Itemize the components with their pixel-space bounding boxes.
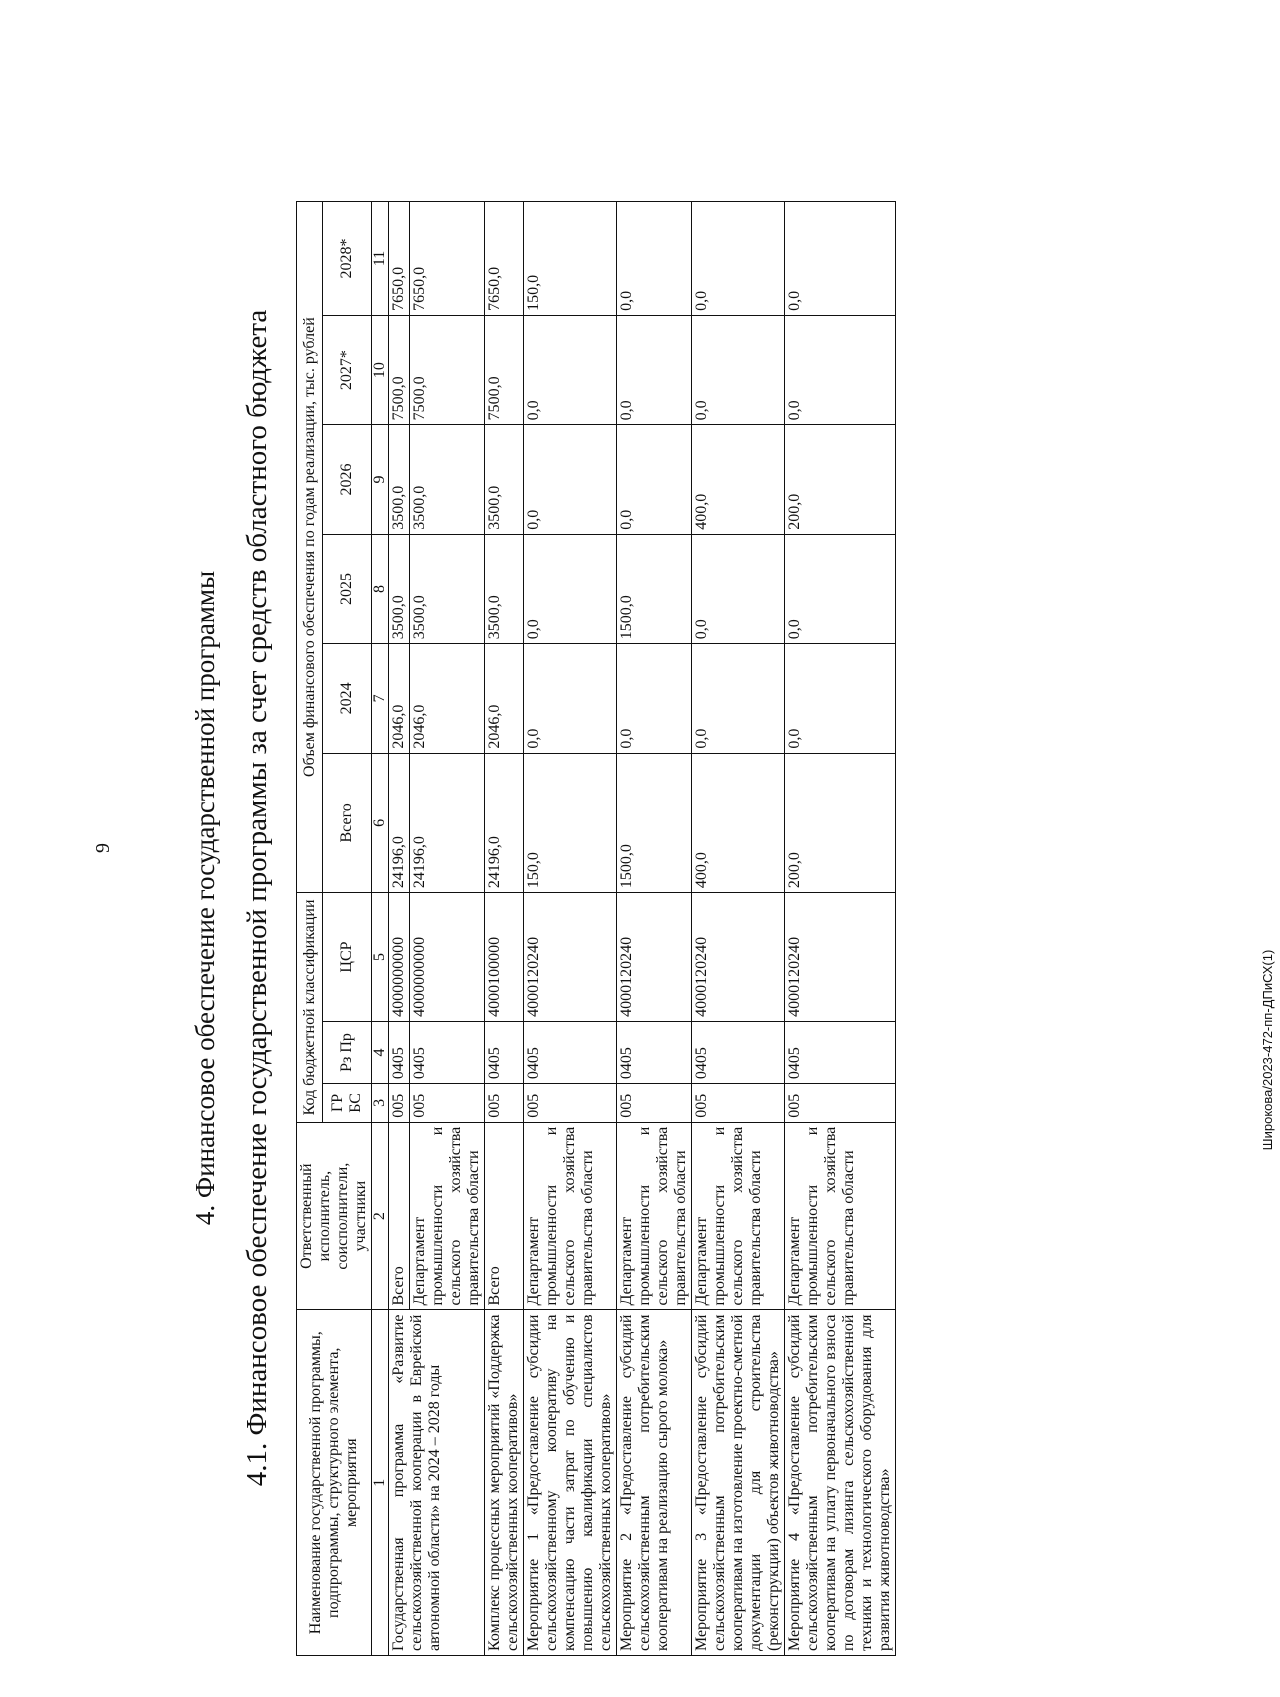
financing-table-wrapper (296, 201, 896, 1656)
table-row (617, 202, 692, 1656)
y2025-cell: 0,0 (785, 534, 896, 643)
csr-cell: 4000100000 (485, 893, 524, 1022)
header-2025: 2025 (323, 534, 372, 643)
total-cell: 150,0 (524, 753, 617, 892)
index-cell: 10 (372, 315, 389, 424)
rzpr-cell: 0405 (485, 1021, 524, 1083)
subsection-heading: 4.1. Финансовое обеспечение государственной программы за счет средств областного бюджета (241, 309, 273, 1487)
name-cell: Комплекс процессных мероприятий «Поддержка сельскохозяйственных кооперативов» (485, 1310, 524, 1656)
y2027-cell: 0,0 (617, 315, 692, 424)
y2025-cell: 0,0 (692, 534, 785, 643)
y2026-cell: 0,0 (617, 425, 692, 534)
y2028-cell: 0,0 (692, 202, 785, 316)
y2026-cell: 0,0 (524, 425, 617, 534)
index-cell: 11 (372, 202, 389, 316)
y2028-cell: 150,0 (524, 202, 617, 316)
rzpr-cell: 0405 (410, 1021, 485, 1083)
rzpr-cell: 0405 (617, 1021, 692, 1083)
section-heading: 4. Финансовое обеспечение государственной программы (190, 570, 220, 1226)
y2024-cell: 0,0 (524, 644, 617, 753)
total-cell: 400,0 (692, 753, 785, 892)
header-executor: Ответственный исполнитель, соисполнители, участники (297, 1122, 372, 1310)
executor-cell: Всего (485, 1122, 524, 1310)
y2027-cell: 0,0 (785, 315, 896, 424)
csr-cell: 4000120240 (524, 893, 617, 1022)
total-cell: 24196,0 (389, 753, 410, 892)
grbs-cell: 005 (692, 1084, 785, 1123)
name-cell: Мероприятие 2 «Предоставление субсидий сельскохозяйственным потребительским кооперативам на реализацию сырого молока» (617, 1310, 692, 1656)
y2024-cell: 2046,0 (410, 644, 485, 753)
index-cell: 1 (372, 1310, 389, 1656)
header-2026: 2026 (323, 425, 372, 534)
header-budget-code: Код бюджетной классификации (297, 893, 323, 1123)
csr-cell: 4000000000 (389, 893, 410, 1022)
name-cell: Мероприятие 1 «Предоставление субсидии сельскохозяйственному кооперативу на компенсацию части затрат по обучению и повышению квалификации специалистов сельскохозяйственных кооперативов» (524, 1310, 617, 1656)
y2028-cell: 7650,0 (389, 202, 410, 316)
grbs-cell: 005 (617, 1084, 692, 1123)
y2025-cell: 3500,0 (410, 534, 485, 643)
table-row (785, 202, 896, 1656)
total-cell: 1500,0 (617, 753, 692, 892)
y2024-cell: 0,0 (617, 644, 692, 753)
name-cell: Мероприятие 3 «Предоставление субсидий сельскохозяйственным потребительским кооперативам на изготовление проектно-сметной документации для строительства (реконструкции) объектов животноводства» (692, 1310, 785, 1656)
index-cell: 2 (372, 1122, 389, 1310)
page-number: 9 (92, 843, 114, 853)
csr-cell: 4000000000 (410, 893, 485, 1022)
executor-cell: Департамент промышленности и сельского хозяйства правительства области (410, 1122, 485, 1310)
y2024-cell: 2046,0 (485, 644, 524, 753)
index-cell: 5 (372, 893, 389, 1022)
y2027-cell: 7500,0 (485, 315, 524, 424)
y2027-cell: 7500,0 (389, 315, 410, 424)
index-cell: 7 (372, 644, 389, 753)
rotated-page-content (183, 128, 1128, 1668)
header-2027: 2027* (323, 315, 372, 424)
y2025-cell: 1500,0 (617, 534, 692, 643)
rzpr-cell: 0405 (692, 1021, 785, 1083)
header-2024: 2024 (323, 644, 372, 753)
csr-cell: 4000120240 (692, 893, 785, 1022)
y2024-cell: 0,0 (785, 644, 896, 753)
grbs-cell: 005 (389, 1084, 410, 1123)
y2025-cell: 0,0 (524, 534, 617, 643)
executor-cell: Всего (389, 1122, 410, 1310)
y2026-cell: 3500,0 (389, 425, 410, 534)
y2026-cell: 3500,0 (485, 425, 524, 534)
header-name: Наименование государственной программы, подпрограммы, структурного элемента, мероприятия (297, 1310, 372, 1656)
grbs-cell: 005 (524, 1084, 617, 1123)
y2027-cell: 7500,0 (410, 315, 485, 424)
total-cell: 200,0 (785, 753, 896, 892)
y2025-cell: 3500,0 (485, 534, 524, 643)
financing-table (296, 201, 896, 1656)
y2028-cell: 7650,0 (410, 202, 485, 316)
csr-cell: 4000120240 (617, 893, 692, 1022)
index-cell: 3 (372, 1084, 389, 1123)
y2026-cell: 400,0 (692, 425, 785, 534)
header-grbs: ГР БС (323, 1084, 372, 1123)
table-row (692, 202, 785, 1656)
grbs-cell: 005 (785, 1084, 896, 1123)
program-name-cell: Государственная программа «Развитие сельскохозяйственной кооперации в Еврейской автономной области» на 2024 – 2028 годы (389, 1310, 485, 1656)
rzpr-cell: 0405 (785, 1021, 896, 1083)
index-cell: 9 (372, 425, 389, 534)
executor-cell: Департамент промышленности и сельского хозяйства правительства области (692, 1122, 785, 1310)
index-cell: 8 (372, 534, 389, 643)
y2027-cell: 0,0 (692, 315, 785, 424)
table-row (389, 202, 410, 1656)
grbs-cell: 005 (410, 1084, 485, 1123)
table-row (485, 202, 524, 1656)
total-cell: 24196,0 (410, 753, 485, 892)
header-total: Всего (323, 753, 372, 892)
header-2028: 2028* (323, 202, 372, 316)
rzpr-cell: 0405 (389, 1021, 410, 1083)
executor-cell: Департамент промышленности и сельского хозяйства правительства области (524, 1122, 617, 1310)
y2025-cell: 3500,0 (389, 534, 410, 643)
y2028-cell: 7650,0 (485, 202, 524, 316)
header-volume: Объем финансового обеспечения по годам реализации, тыс. рублей (297, 202, 323, 893)
column-index-row (372, 202, 389, 1656)
y2024-cell: 2046,0 (389, 644, 410, 753)
name-cell: Мероприятие 4 «Предоставление субсидий сельскохозяйственным потребительским кооперативам на уплату первоначального взноса по договорам лизинга сельскохозяйственной техники и технологического оборудования для развития животноводства» (785, 1310, 896, 1656)
y2027-cell: 0,0 (524, 315, 617, 424)
csr-cell: 4000120240 (785, 893, 896, 1022)
grbs-cell: 005 (485, 1084, 524, 1123)
executor-cell: Департамент промышленности и сельского хозяйства правительства области (617, 1122, 692, 1310)
y2024-cell: 0,0 (692, 644, 785, 753)
total-cell: 24196,0 (485, 753, 524, 892)
y2028-cell: 0,0 (617, 202, 692, 316)
table-row (524, 202, 617, 1656)
y2026-cell: 3500,0 (410, 425, 485, 534)
y2026-cell: 200,0 (785, 425, 896, 534)
header-csr: ЦСР (323, 893, 372, 1022)
y2028-cell: 0,0 (785, 202, 896, 316)
document-code-footer: Широкова/2023-472-пп-ДПиСХ(1) (1260, 949, 1275, 1151)
index-cell: 6 (372, 753, 389, 892)
header-rzpr: Рз Пр (323, 1021, 372, 1083)
index-cell: 4 (372, 1021, 389, 1083)
rzpr-cell: 0405 (524, 1021, 617, 1083)
executor-cell: Департамент промышленности и сельского хозяйства правительства области (785, 1122, 896, 1310)
